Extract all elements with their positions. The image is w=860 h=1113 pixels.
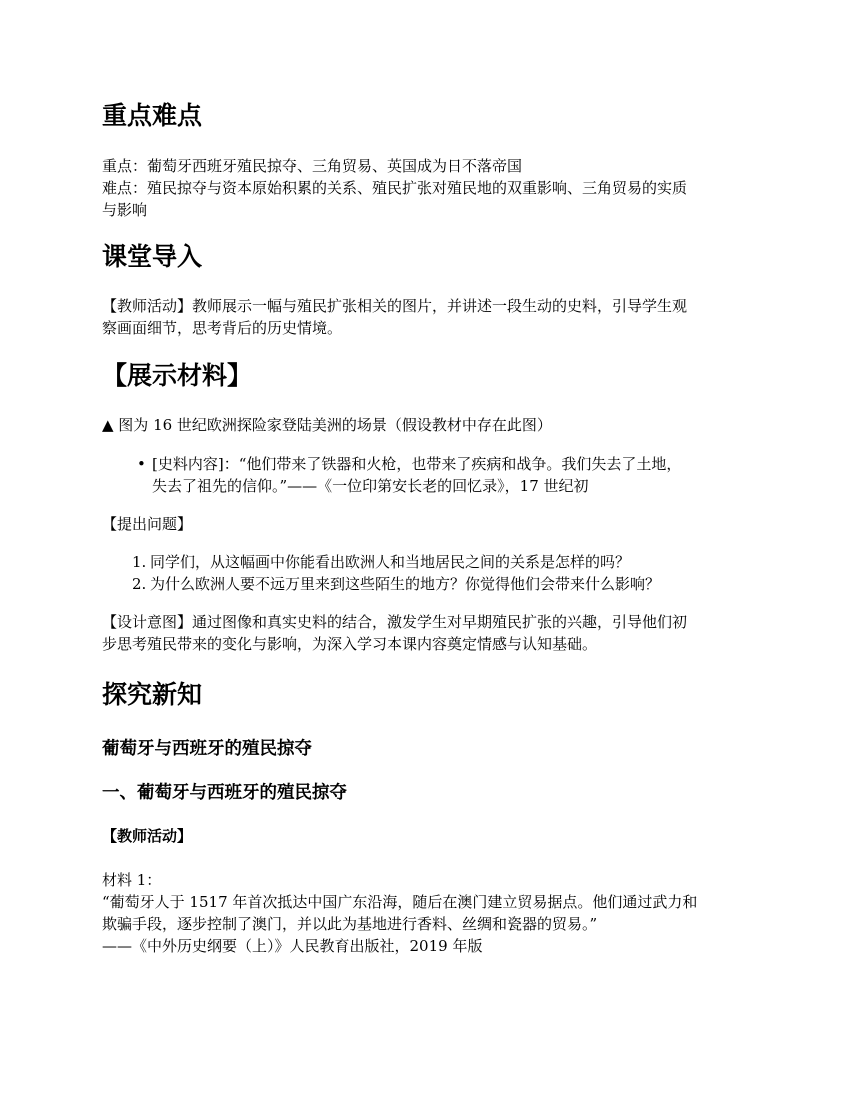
- key-points-heading: 重点难点: [102, 101, 203, 130]
- question-text: 为什么欧洲人要不远万里来到这些陌生的地方？你觉得他们会带来什么影响？: [150, 575, 661, 593]
- section-title: 一、葡萄牙与西班牙的殖民掠夺: [102, 783, 347, 803]
- figure-caption: ▲ 图为 16 世纪欧洲探险家登陆美洲的场景（假设教材中存在此图）: [102, 416, 552, 434]
- material-line1: “葡萄牙人于 1517 年首次抵达中国广东沿海，随后在澳门建立贸易据点。他们通过武力和: [102, 893, 698, 911]
- design-line2: 步思考殖民带来的变化与影响，为深入学习本课内容奠定情感与认知基础。: [102, 635, 598, 653]
- intro-activity-line2: 察画面细节，思考背后的历史情境。: [102, 319, 343, 337]
- material-label: 材料 1：: [102, 871, 162, 889]
- question-number: 2.: [132, 575, 147, 593]
- bullet-icon: •: [137, 455, 146, 473]
- difficulty-text-line2: 与影响: [102, 201, 148, 219]
- intro-heading: 课堂导入: [102, 242, 203, 271]
- explore-subheading: 葡萄牙与西班牙的殖民掠夺: [102, 739, 312, 759]
- material-source: ——《中外历史纲要（上）》人民教育出版社，2019 年版: [102, 937, 483, 955]
- intro-teacher-activity: [102, 295, 770, 339]
- explore-heading: 探究新知: [102, 680, 203, 709]
- teacher-activity-label: 【教师活动】: [102, 827, 193, 845]
- design-line1: 【设计意图】通过图像和真实史料的结合，激发学生对早期殖民扩张的兴趣，引导他们初: [102, 613, 688, 631]
- material-1: [102, 869, 770, 957]
- bullet-line2: 失去了祖先的信仰。”——《一位印第安长老的回忆录》，17 世纪初: [152, 477, 589, 495]
- focus-text: 重点：葡萄牙西班牙殖民掠夺、三角贸易、英国成为日不落帝国: [102, 157, 523, 175]
- material-line2: 欺骗手段，逐步控制了澳门，并以此为基地进行香料、丝绸和瓷器的贸易。”: [102, 915, 598, 933]
- intro-activity-line1: 【教师活动】教师展示一幅与殖民扩张相关的图片，并讲述一段生动的史料，引导学生观: [102, 297, 688, 315]
- difficulty-text-line1: 难点：殖民掠夺与资本原始积累的关系、殖民扩张对殖民地的双重影响、三角贸易的实质: [102, 179, 688, 197]
- questions-list: [102, 551, 770, 595]
- key-points-body: [102, 155, 770, 221]
- list-item: [102, 551, 770, 573]
- question-number: 1.: [132, 553, 147, 571]
- questions-label: 【提出问题】: [102, 515, 193, 533]
- design-intent: [102, 611, 770, 655]
- list-item: [102, 573, 770, 595]
- materials-heading: 【展示材料】: [102, 361, 253, 390]
- bullet-line1: [史料内容]：“他们带来了铁器和火枪，也带来了疾病和战争。我们失去了土地，: [152, 455, 682, 473]
- material-bullet-list: [102, 453, 770, 497]
- list-item: [102, 453, 770, 497]
- question-text: 同学们，从这幅画中你能看出欧洲人和当地居民之间的关系是怎样的吗？: [150, 553, 631, 571]
